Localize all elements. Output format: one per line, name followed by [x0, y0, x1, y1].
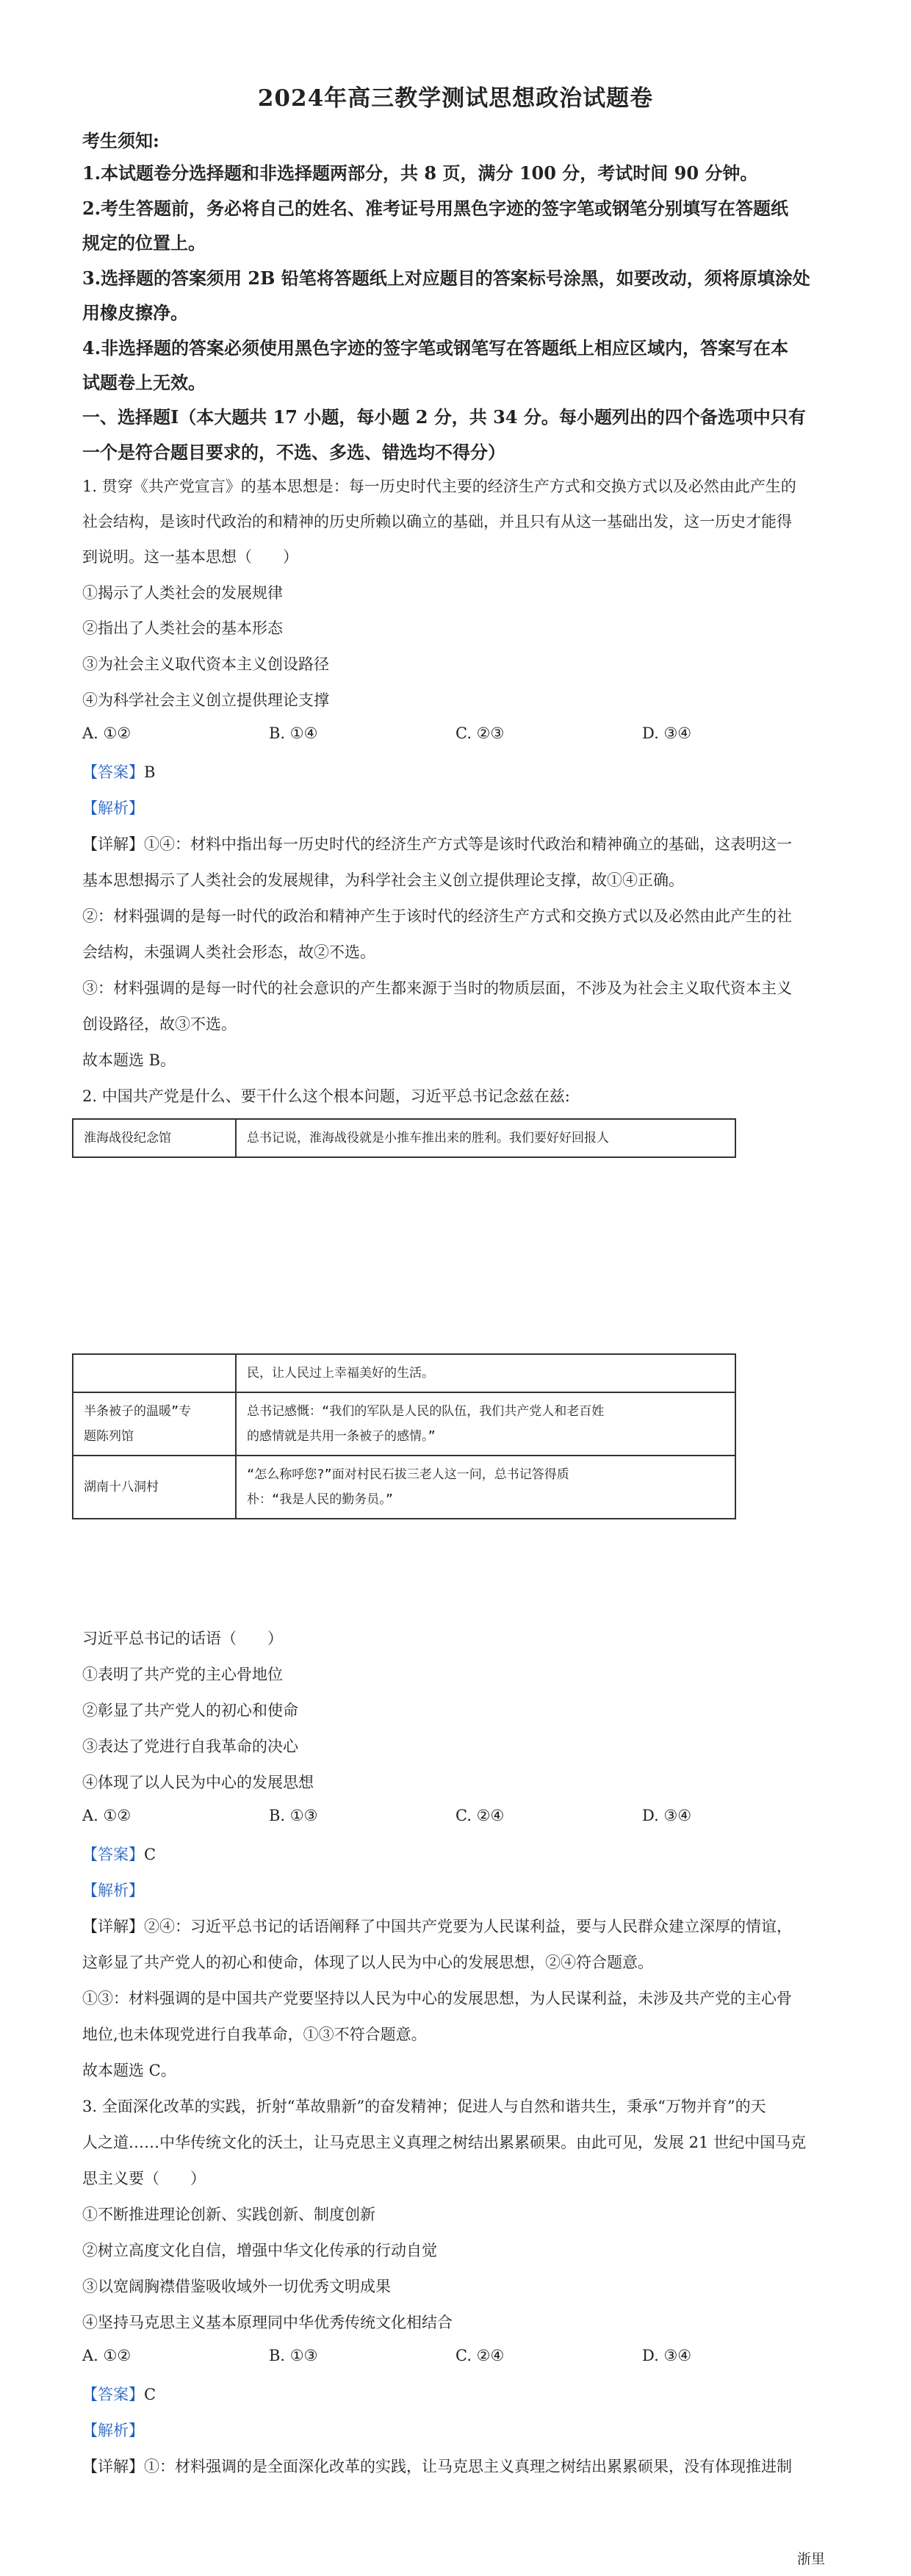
q2-statement: ④体现了以人民为中心的发展思想: [82, 1774, 314, 1791]
q2-detail: 故本题选 C。: [82, 2062, 176, 2079]
q3-option-b: B. ①③: [269, 2347, 318, 2364]
q3-statement: ①不断推进理论创新、实践创新、制度创新: [82, 2206, 375, 2223]
q3-analysis-label: 【解析】: [82, 2422, 144, 2439]
q1-detail: ③：材料强调的是每一时代的社会意识的产生都来源于当时的物质层面，不涉及为社会主义取代资本主义: [82, 979, 792, 997]
quote-line: “怎么称呼您?”面对村民石拔三老人这一问，总书记答得质: [247, 1467, 569, 1482]
q2-table-top: [72, 1118, 736, 1158]
notice-line: 3.选择题的答案须用 2B 铅笔将答题纸上对应题目的答案标号涂黑，如要改动，须将原填涂处: [82, 267, 810, 289]
q1-analysis-label: 【解析】: [82, 799, 144, 817]
q2-detail: ①③：材料强调的是中国共产党要坚持以人民为中心的发展思想，为人民谋利益，未涉及共产党的主心骨: [82, 1990, 792, 2007]
q2-table-bottom: [72, 1353, 736, 1519]
table-cell-quote: [236, 1392, 735, 1456]
table-cell-place: 湖南十八洞村: [73, 1456, 236, 1519]
q3-stem: 人之道……中华传统文化的沃土，让马克思主义真理之树结出累累硕果。由此可见，发展 21 世纪中国马克: [82, 2134, 807, 2151]
q1-detail: 会结构，未强调人类社会形态，故②不选。: [82, 943, 375, 961]
notice-line: 用橡皮擦净。: [82, 302, 188, 323]
section-heading: 一、选择题Ⅰ（本大题共 17 小题，每小题 2 分，共 34 分。每小题列出的四个备选项中只有: [82, 406, 806, 428]
table-cell-quote: [236, 1456, 735, 1519]
q1-stem: 社会结构，是该时代政治的和精神的历史所赖以确立的基础，并且只有从这一基础出发，这一历史才能得: [82, 513, 792, 530]
answer-label: 【答案】: [82, 763, 144, 781]
q3-answer: [82, 2383, 839, 2405]
q1-option-d: D. ③④: [642, 724, 692, 742]
answer-value: C: [144, 2386, 156, 2403]
q2-statement: ②彰显了共产党人的初心和使命: [82, 1702, 298, 1719]
q2-prompt: 习近平总书记的话语（ ）: [82, 1630, 283, 1647]
q3-statement: ③以宽阔胸襟借鉴吸收域外一切优秀文明成果: [82, 2278, 391, 2295]
q1-stem: 1. 贯穿《共产党宣言》的基本思想是：每一历史时代主要的经济生产方式和交换方式以及必然由此产生的: [82, 478, 796, 495]
q1-stem: 到说明。这一基本思想（ ）: [82, 548, 298, 566]
answer-value: C: [144, 1846, 156, 1863]
quote-line: 总书记感慨：“我们的军队是人民的队伍，我们共产党人和老百姓: [247, 1404, 605, 1419]
notice-line: 4.非选择题的答案必须使用黑色字迹的签字笔或钢笔写在答题纸上相应区域内，答案写在本: [82, 337, 789, 359]
table-cell-quote: 总书记说，淮海战役就是小推车推出来的胜利。我们要好好回报人: [236, 1119, 735, 1157]
notice-line: 规定的位置上。: [82, 232, 206, 253]
q3-stem: 思主义要（ ）: [82, 2170, 206, 2187]
q1-detail: 基本思想揭示了人类社会的发展规律，为科学社会主义创立提供理论支撑，故①④正确。: [82, 871, 684, 889]
table-row: [73, 1119, 735, 1157]
table-cell-quote: 民，让人民过上幸福美好的生活。: [236, 1354, 735, 1392]
q3-option-a: A. ①②: [82, 2347, 132, 2364]
q1-statement: ③为社会主义取代资本主义创设路径: [82, 655, 329, 673]
q2-detail: 这彰显了共产党人的初心和使命，体现了以人民为中心的发展思想，②④符合题意。: [82, 1954, 653, 1971]
table-row: [73, 1392, 735, 1456]
q1-statement: ④为科学社会主义创立提供理论支撑: [82, 691, 329, 709]
q1-detail: 【详解】①④：材料中指出每一历史时代的经济生产方式等是该时代政治和精神确立的基础，这表明这一: [82, 835, 792, 853]
q2-analysis-label: 【解析】: [82, 1882, 144, 1899]
q1-detail: 创设路径，故③不选。: [82, 1015, 237, 1033]
q2-stem: 2. 中国共产党是什么、要干什么这个根本问题，习近平总书记念兹在兹:: [82, 1087, 570, 1105]
notice-line: 试题卷上无效。: [82, 372, 206, 393]
q1-option-a: A. ①②: [82, 724, 132, 742]
answer-label: 【答案】: [82, 2386, 144, 2403]
q2-detail: 地位,也未体现党进行自我革命，①③不符合题意。: [82, 2026, 427, 2043]
q2-option-d: D. ③④: [642, 1807, 692, 1824]
section-heading: 一个是符合题目要求的，不选、多选、错选均不得分）: [82, 442, 505, 463]
q3-statement: ④坚持马克思主义基本原理同中华优秀传统文化相结合: [82, 2314, 453, 2331]
q1-detail: ②：材料强调的是每一时代的政治和精神产生于该时代的经济生产方式和交换方式以及必然由此产生的社: [82, 907, 792, 925]
quote-line: 朴：“我是人民的勤务员。”: [247, 1492, 393, 1507]
q2-statement: ③表达了党进行自我革命的决心: [82, 1738, 298, 1755]
q2-option-b: B. ①③: [269, 1807, 318, 1824]
notice-heading: 考生须知:: [82, 130, 159, 151]
q2-option-c: C. ②④: [455, 1807, 505, 1824]
notice-line: 1.本试题卷分选择题和非选择题两部分，共 8 页，满分 100 分，考试时间 90 分钟。: [82, 162, 758, 184]
quote-line: 的感情就是共用一条被子的感情。”: [247, 1429, 436, 1444]
q2-detail: 【详解】②④：习近平总书记的话语阐释了中国共产党要为人民谋利益，要与人民群众建立深厚的情谊，: [82, 1918, 792, 1935]
q1-answer: [82, 760, 839, 782]
q3-detail: 【详解】①：材料强调的是全面深化改革的实践，让马克思主义真理之树结出累累硕果，没有体现推进制: [82, 2458, 792, 2475]
answer-value: B: [144, 763, 156, 781]
answer-label: 【答案】: [82, 1846, 144, 1863]
q3-statement: ②树立高度文化自信，增强中华文化传承的行动自觉: [82, 2242, 437, 2259]
place-line: 半条被子的温暖”专: [84, 1404, 192, 1419]
place-line: 题陈列馆: [84, 1429, 134, 1444]
q1-option-c: C. ②③: [455, 724, 505, 742]
q1-option-b: B. ①④: [269, 724, 318, 742]
q1-detail: 故本题选 B。: [82, 1051, 176, 1069]
q3-option-c: C. ②④: [455, 2347, 505, 2364]
table-cell-place: [73, 1354, 236, 1392]
table-cell-place: 淮海战役纪念馆: [73, 1119, 236, 1157]
q2-statement: ①表明了共产党的主心骨地位: [82, 1666, 283, 1683]
q2-answer: [82, 1843, 839, 1865]
q1-statement: ②指出了人类社会的基本形态: [82, 619, 283, 637]
q3-option-d: D. ③④: [642, 2347, 692, 2364]
footer-text: 浙里: [797, 2551, 826, 2567]
q2-option-a: A. ①②: [82, 1807, 132, 1824]
q3-stem: 3. 全面深化改革的实践，折射“革故鼎新”的奋发精神；促进人与自然和谐共生，秉承“万物并育”的天: [82, 2098, 766, 2115]
q1-statement: ①揭示了人类社会的发展规律: [82, 584, 283, 602]
table-cell-place: [73, 1392, 236, 1456]
table-row: [73, 1456, 735, 1519]
notice-line: 2.考生答题前，务必将自己的姓名、准考证号用黑色字迹的签字笔或钢笔分别填写在答题纸: [82, 198, 789, 219]
table-row: [73, 1354, 735, 1392]
page-title: 2024年高三教学测试思想政治试题卷: [257, 85, 654, 112]
